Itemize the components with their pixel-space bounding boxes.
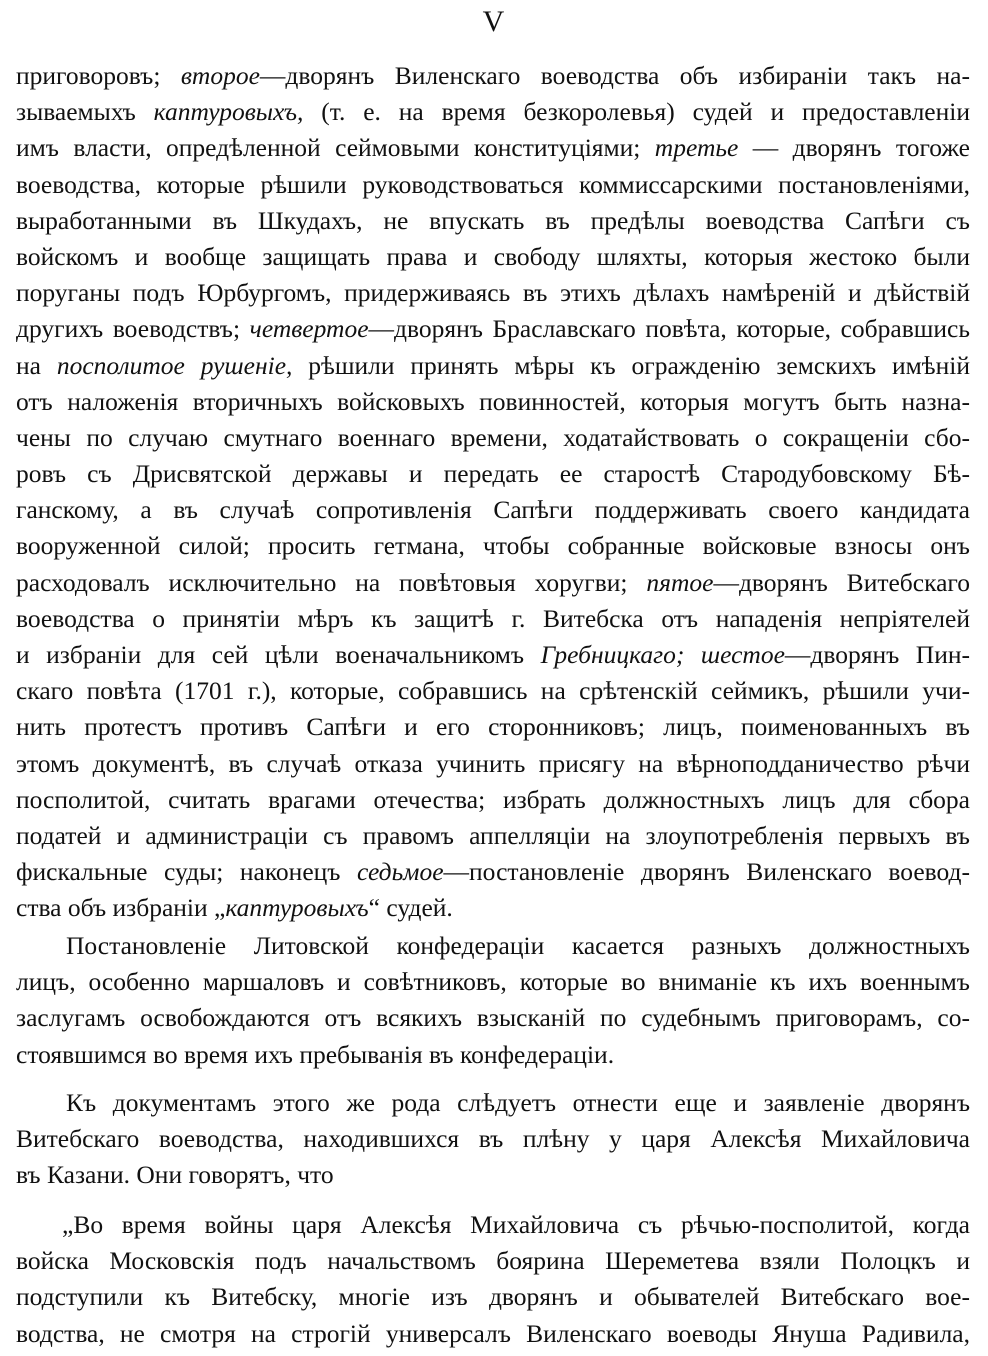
text-line [16,311,970,347]
text-segment: скаго повѣта (1701 г.), которые, собравшись на срѣтенскій сеймикъ, рѣшили учи- [16,676,970,706]
text-segment: войска Московскія подъ начальствомъ боярина Шереметева взяли Полоцкъ и [16,1246,970,1276]
text-segment: —дворянъ Пин- [784,640,970,669]
text-segment: на [16,350,57,380]
text-line [16,239,970,275]
text-line [16,167,970,203]
text-segment: подступили къ Витебску, многіе изъ дворянъ и обывателей Витебскаго вое- [16,1282,970,1312]
text-line [16,928,970,964]
text-line [16,528,970,564]
text-segment: посполитой, считать врагами отечества; избрать должностныхъ лицъ для сбора [16,784,970,814]
text-segment: податей и администраціи съ правомъ аппелляціи на злоупотребленія первыхъ въ [16,820,970,850]
text-line [16,854,970,890]
text-segment: нить протестъ противъ Сапѣги и его сторонниковъ; лицъ, поименованныхъ въ [16,712,970,742]
paragraph-3 [16,1085,970,1194]
text-segment: —дворянъ Браславскаго повѣта, которые, собравшись [368,314,970,344]
text-segment: ганскому, а въ случаѣ сопротивленія Сапѣги поддерживать своего кандидата [16,495,970,525]
text-line [16,601,970,637]
italic-term: второе [180,61,260,90]
italic-term: каптуровыхъ, [153,97,304,127]
text-segment: “ судей. [368,893,453,923]
text-segment: войскомъ и вообще защищать права и свободу шляхты, которыя жестоко были [16,241,970,271]
text-segment: ровъ съ Дрисвятской державы и передать ее старостѣ Стародубовскому Бѣ- [16,459,970,489]
italic-term: третье [654,133,739,163]
italic-term: Гребницкаго; [540,640,685,669]
text-segment: фискальные суды; наконецъ [16,857,358,887]
text-segment: въ Казани. Они говорятъ, что [16,1160,334,1190]
text-line [16,203,970,239]
text-segment: —дворянъ Виленскаго воеводства объ избираніи такъ на- [259,61,970,90]
text-segment: и избраніи для сей цѣли военачальникомъ [16,640,541,669]
text-line [16,1037,970,1073]
page-number: V [482,5,506,38]
text-segment: Витебскаго воеводства, находившихся въ плѣну у царя Алексѣя Михайловича [16,1124,970,1154]
text-segment: расходовалъ исключительно на повѣтовыя хоругви; [16,567,647,597]
text-segment: —постановленіе дворянъ Виленскаго воевод- [443,857,970,887]
text-segment: воеводства о принятіи мѣръ къ защитѣ г. Витебска отъ нападенія непріятелей [16,603,970,633]
italic-term: четвертое [249,314,369,344]
text-segment: воеводства, которые рѣшили руководствоваться коммиссарскими постановленіями, [16,169,970,199]
text-segment: этомъ документѣ, въ случаѣ отказа учинить присягу на вѣрноподданичество рѣчи [16,748,970,778]
text-segment: „Во время войны царя Алексѣя Михайловича съ рѣчью-посполитой, когда [62,1210,970,1239]
text-segment: другихъ воеводствъ; [16,314,250,344]
text-segment: поруганы подъ Юрбургомъ, придерживаясь въ этихъ дѣлахъ намѣреній и дѣйствій [16,278,970,308]
text-segment: выработанными въ Шкудахъ, не впускать въ предѣлы воеводства Сапѣги съ [16,205,970,235]
italic-term: пятое [646,567,714,597]
text-line [16,1157,970,1193]
text-line [16,782,970,818]
text-line [16,456,970,492]
text-segment: вооруженной силой; просить гетмана, чтобы собранные войсковые взносы онъ [16,531,970,561]
text-segment: — дворянъ тогоже [738,133,970,163]
text-line [16,818,970,854]
text-line [16,348,970,384]
text-segment: —дворянъ Витебскаго [713,567,970,597]
text-segment: Къ документамъ этого же рода слѣдуетъ отнести еще и заявленіе дворянъ [66,1088,970,1117]
italic-term: посполитое рушеніе, [56,350,293,380]
paragraph-4 [16,1207,970,1352]
text-segment: рѣшили принять мѣры къ огражденію земскихъ имѣній [292,350,970,380]
text-segment: отъ наложенія вторичныхъ войсковыхъ повинностей, которыя могутъ быть назна- [16,386,970,416]
italic-term: седьмое [357,857,444,887]
italic-term: шестое [700,640,785,669]
text-segment: лицъ, особенно маршаловъ и совѣтниковъ, которые во вниманіе къ ихъ военнымъ [16,967,970,997]
text-line [16,637,970,673]
text-line [16,1085,970,1121]
text-line [16,94,970,130]
text-segment: приговоровъ; [16,61,181,90]
text-segment: ства объ избраніи „ [16,893,226,923]
text-line [16,1279,970,1315]
text-line [16,964,970,1000]
text-line [16,673,970,709]
text-line [16,709,970,745]
text-segment [684,640,701,669]
text-line [16,890,970,926]
text-line [16,492,970,528]
text-segment: Постановленіе Литовской конфедераціи касается разныхъ должностныхъ [66,931,970,960]
text-segment: (т. е. на время безкоролевья) судей и предоставленіи [303,97,970,127]
text-segment: имъ власти, опредѣленной сеймовыми конституціями; [16,133,655,163]
paragraph-1 [16,58,970,927]
text-line [16,565,970,601]
text-segment: чены по случаю смутнаго военнаго времени, ходатайствовать о сокращеніи сбо- [16,422,970,452]
text-line [16,1316,970,1352]
text-line [16,130,970,166]
text-line [16,1243,970,1279]
text-line [16,1000,970,1036]
italic-term: каптуровыхъ [225,893,369,923]
text-line [16,1121,970,1157]
text-line [16,384,970,420]
text-line [16,746,970,782]
paragraph-2 [16,928,970,1073]
text-segment: заслугамъ освобождаются отъ всякихъ взысканій по судебнымъ приговорамъ, со- [16,1003,970,1033]
text-line [16,58,970,94]
text-line [16,275,970,311]
text-segment: водства, не смотря на строгій универсалъ Виленскаго воеводы Януша Радивила, [16,1318,970,1348]
text-line [16,1207,970,1243]
text-segment: стоявшимся во время ихъ пребыванія въ конфедераціи. [16,1039,615,1069]
text-segment: зываемыхъ [16,97,154,127]
text-line [16,420,970,456]
